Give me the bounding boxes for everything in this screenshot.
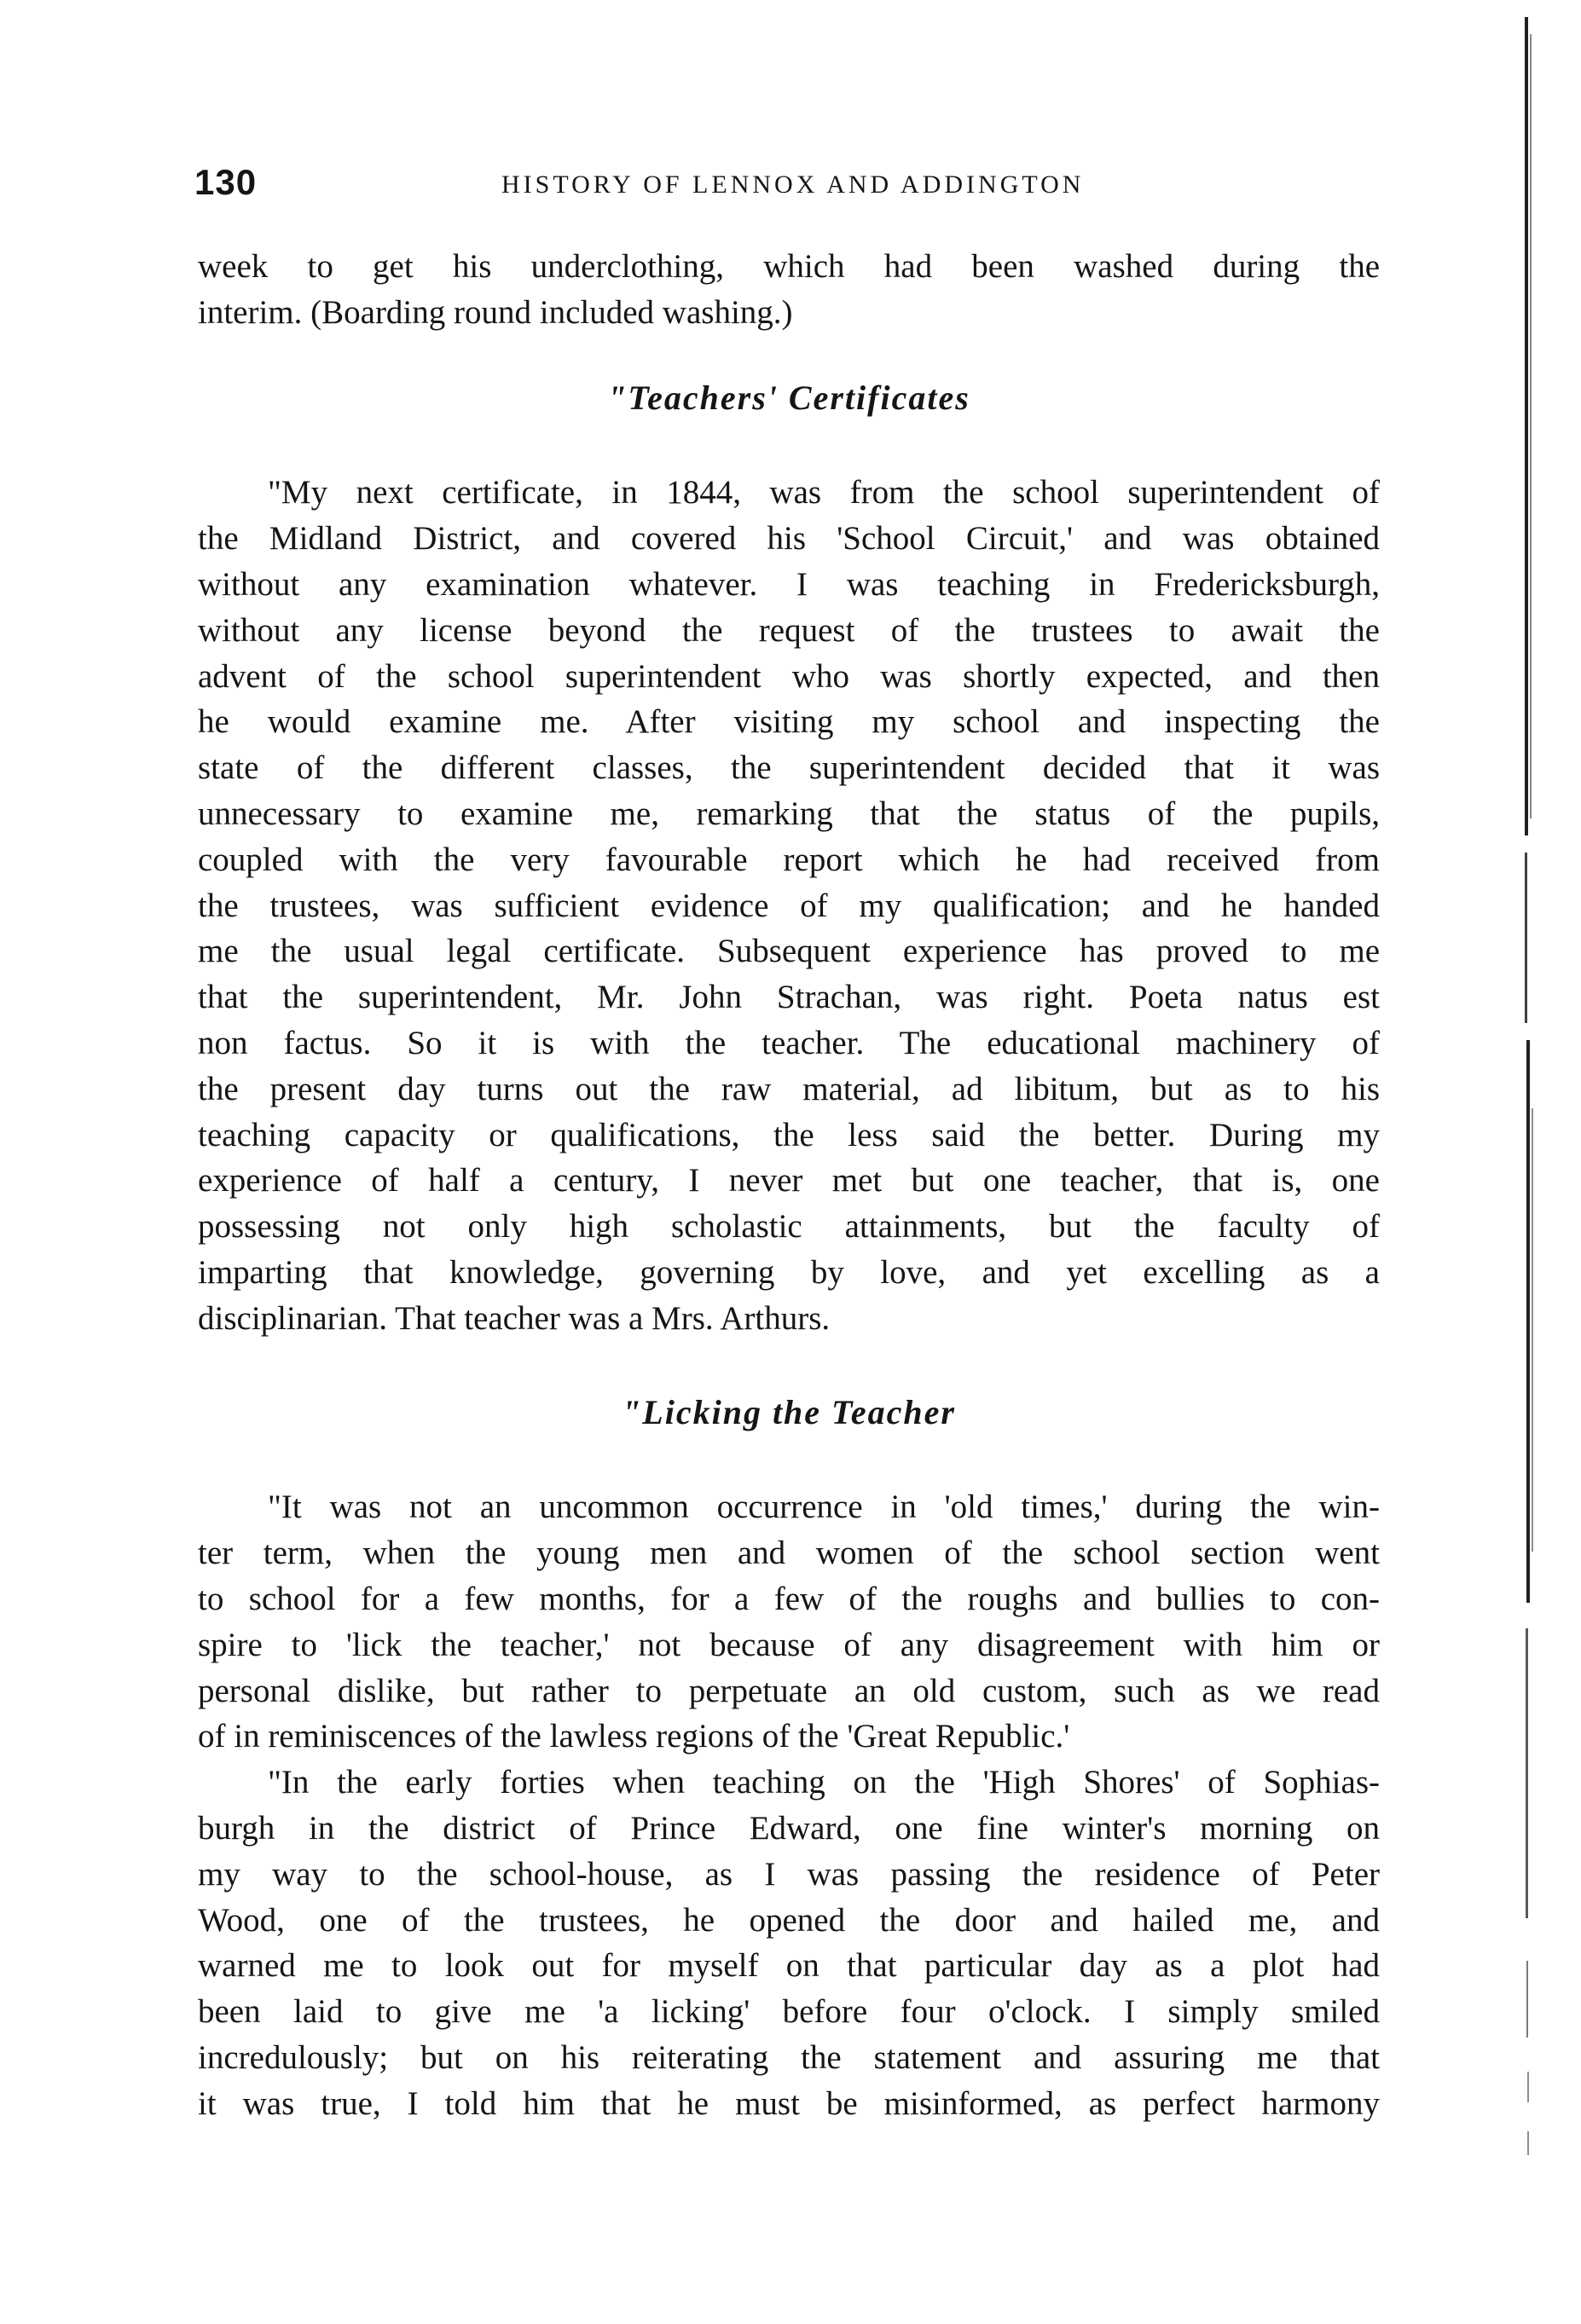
binding-edge-line [1526, 1628, 1528, 1918]
text-line: "My next certificate, in 1844, was from the school superintendent of [268, 474, 1380, 512]
text-line: without any examination whatever. I was teaching in Fredericksburgh, [198, 565, 1380, 603]
text-line: possessing not only high scholastic attainments, but the faculty of [198, 1208, 1380, 1246]
binding-edge-line [1532, 1108, 1533, 1552]
text-line: burgh in the district of Prince Edward, one fine winter's morning on [198, 1809, 1380, 1847]
text-line: imparting that knowledge, governing by love, and yet excelling as a [198, 1253, 1380, 1291]
text-line: coupled with the very favourable report which he had received from [198, 841, 1380, 878]
text-line: the trustees, was sufficient evidence of my qualification; and he handed [198, 887, 1380, 924]
binding-edge-line [1527, 2131, 1529, 2155]
page-header [194, 162, 1388, 222]
binding-edge-line [1526, 1040, 1530, 1603]
text-line: the present day turns out the raw material, ad libitum, but as to his [198, 1070, 1380, 1107]
text-line: teaching capacity or qualifications, the less said the better. During my [198, 1116, 1380, 1153]
text-line: disciplinarian. That teacher was a Mrs. Arthurs. [198, 1299, 831, 1337]
text-line: it was true, I told him that he must be misinformed, as perfect harmony [198, 2084, 1380, 2122]
text-line: without any license beyond the request of the trustees to await the [198, 611, 1380, 649]
page-body [198, 244, 1380, 2126]
intro-paragraph [198, 244, 1380, 336]
text-line: the Midland District, and covered his 'School Circuit,' and was obtained [198, 520, 1380, 558]
text-line: "In the early forties when teaching on the 'High Shores' of Sophias- [268, 1764, 1380, 1801]
section-heading-licking-the-teacher: "Licking the Teacher [622, 1392, 956, 1431]
text-line: been laid to give me 'a licking' before four o'clock. I simply smiled [198, 1993, 1380, 2031]
text-line: ter term, when the young men and women of the school section went [198, 1535, 1380, 1572]
text-line: that the superintendent, Mr. John Strachan, was right. Poeta natus est [198, 979, 1380, 1016]
binding-edge-line [1527, 2072, 1529, 2102]
text-line: spire to 'lick the teacher,' not because of any disagreement with him or [198, 1626, 1380, 1663]
binding-edge-line [1525, 17, 1528, 835]
scanned-binding-edge [1514, 0, 1581, 2324]
text-line: unnecessary to examine me, remarking that the status of the pupils, [198, 795, 1380, 832]
text-line: non factus. So it is with the teacher. The educational machinery of [198, 1024, 1380, 1061]
text-line: Wood, one of the trustees, he opened the door and hailed me, and [198, 1901, 1380, 1939]
text-line: me the usual legal certificate. Subsequent experience has proved to me [198, 933, 1380, 970]
text-line: personal dislike, but rather to perpetuate an old custom, such as we read [198, 1672, 1380, 1709]
text-line: he would examine me. After visiting my school and inspecting the [198, 703, 1380, 741]
text-line: incredulously; but on his reiterating the statement and assuring me that [198, 2038, 1380, 2076]
text-line: my way to the school-house, as I was passing the residence of Peter [198, 1855, 1380, 1893]
text-line: advent of the school superintendent who was shortly expected, and then [198, 657, 1380, 695]
text-line: of in reminiscences of the lawless regions of the 'Great Republic.' [198, 1718, 1070, 1755]
text-line: interim. (Boarding round included washing.) [198, 293, 793, 331]
binding-edge-line [1530, 34, 1532, 818]
text-line: warned me to look out for myself on that particular day as a plot had [198, 1947, 1380, 1985]
section-heading-teachers-certificates: "Teachers' Certificates [607, 378, 970, 417]
text-line: "It was not an uncommon occurrence in 'old times,' during the win- [268, 1489, 1380, 1526]
binding-edge-line [1525, 853, 1527, 1023]
licking-paragraph-2 [198, 1760, 1380, 2126]
running-head: HISTORY OF LENNOX AND ADDINGTON [501, 171, 1085, 199]
page-number: 130 [194, 162, 258, 202]
text-line: experience of half a century, I never met but one teacher, that is, one [198, 1162, 1380, 1200]
binding-edge-line [1526, 1961, 1528, 2038]
licking-paragraph-1 [198, 1484, 1380, 1760]
text-line: state of the different classes, the superintendent decided that it was [198, 749, 1380, 787]
text-line: to school for a few months, for a few of the roughs and bullies to con- [198, 1580, 1380, 1617]
text-line: week to get his underclothing, which had been washed during the [198, 248, 1380, 285]
certificates-paragraph [198, 470, 1380, 1341]
